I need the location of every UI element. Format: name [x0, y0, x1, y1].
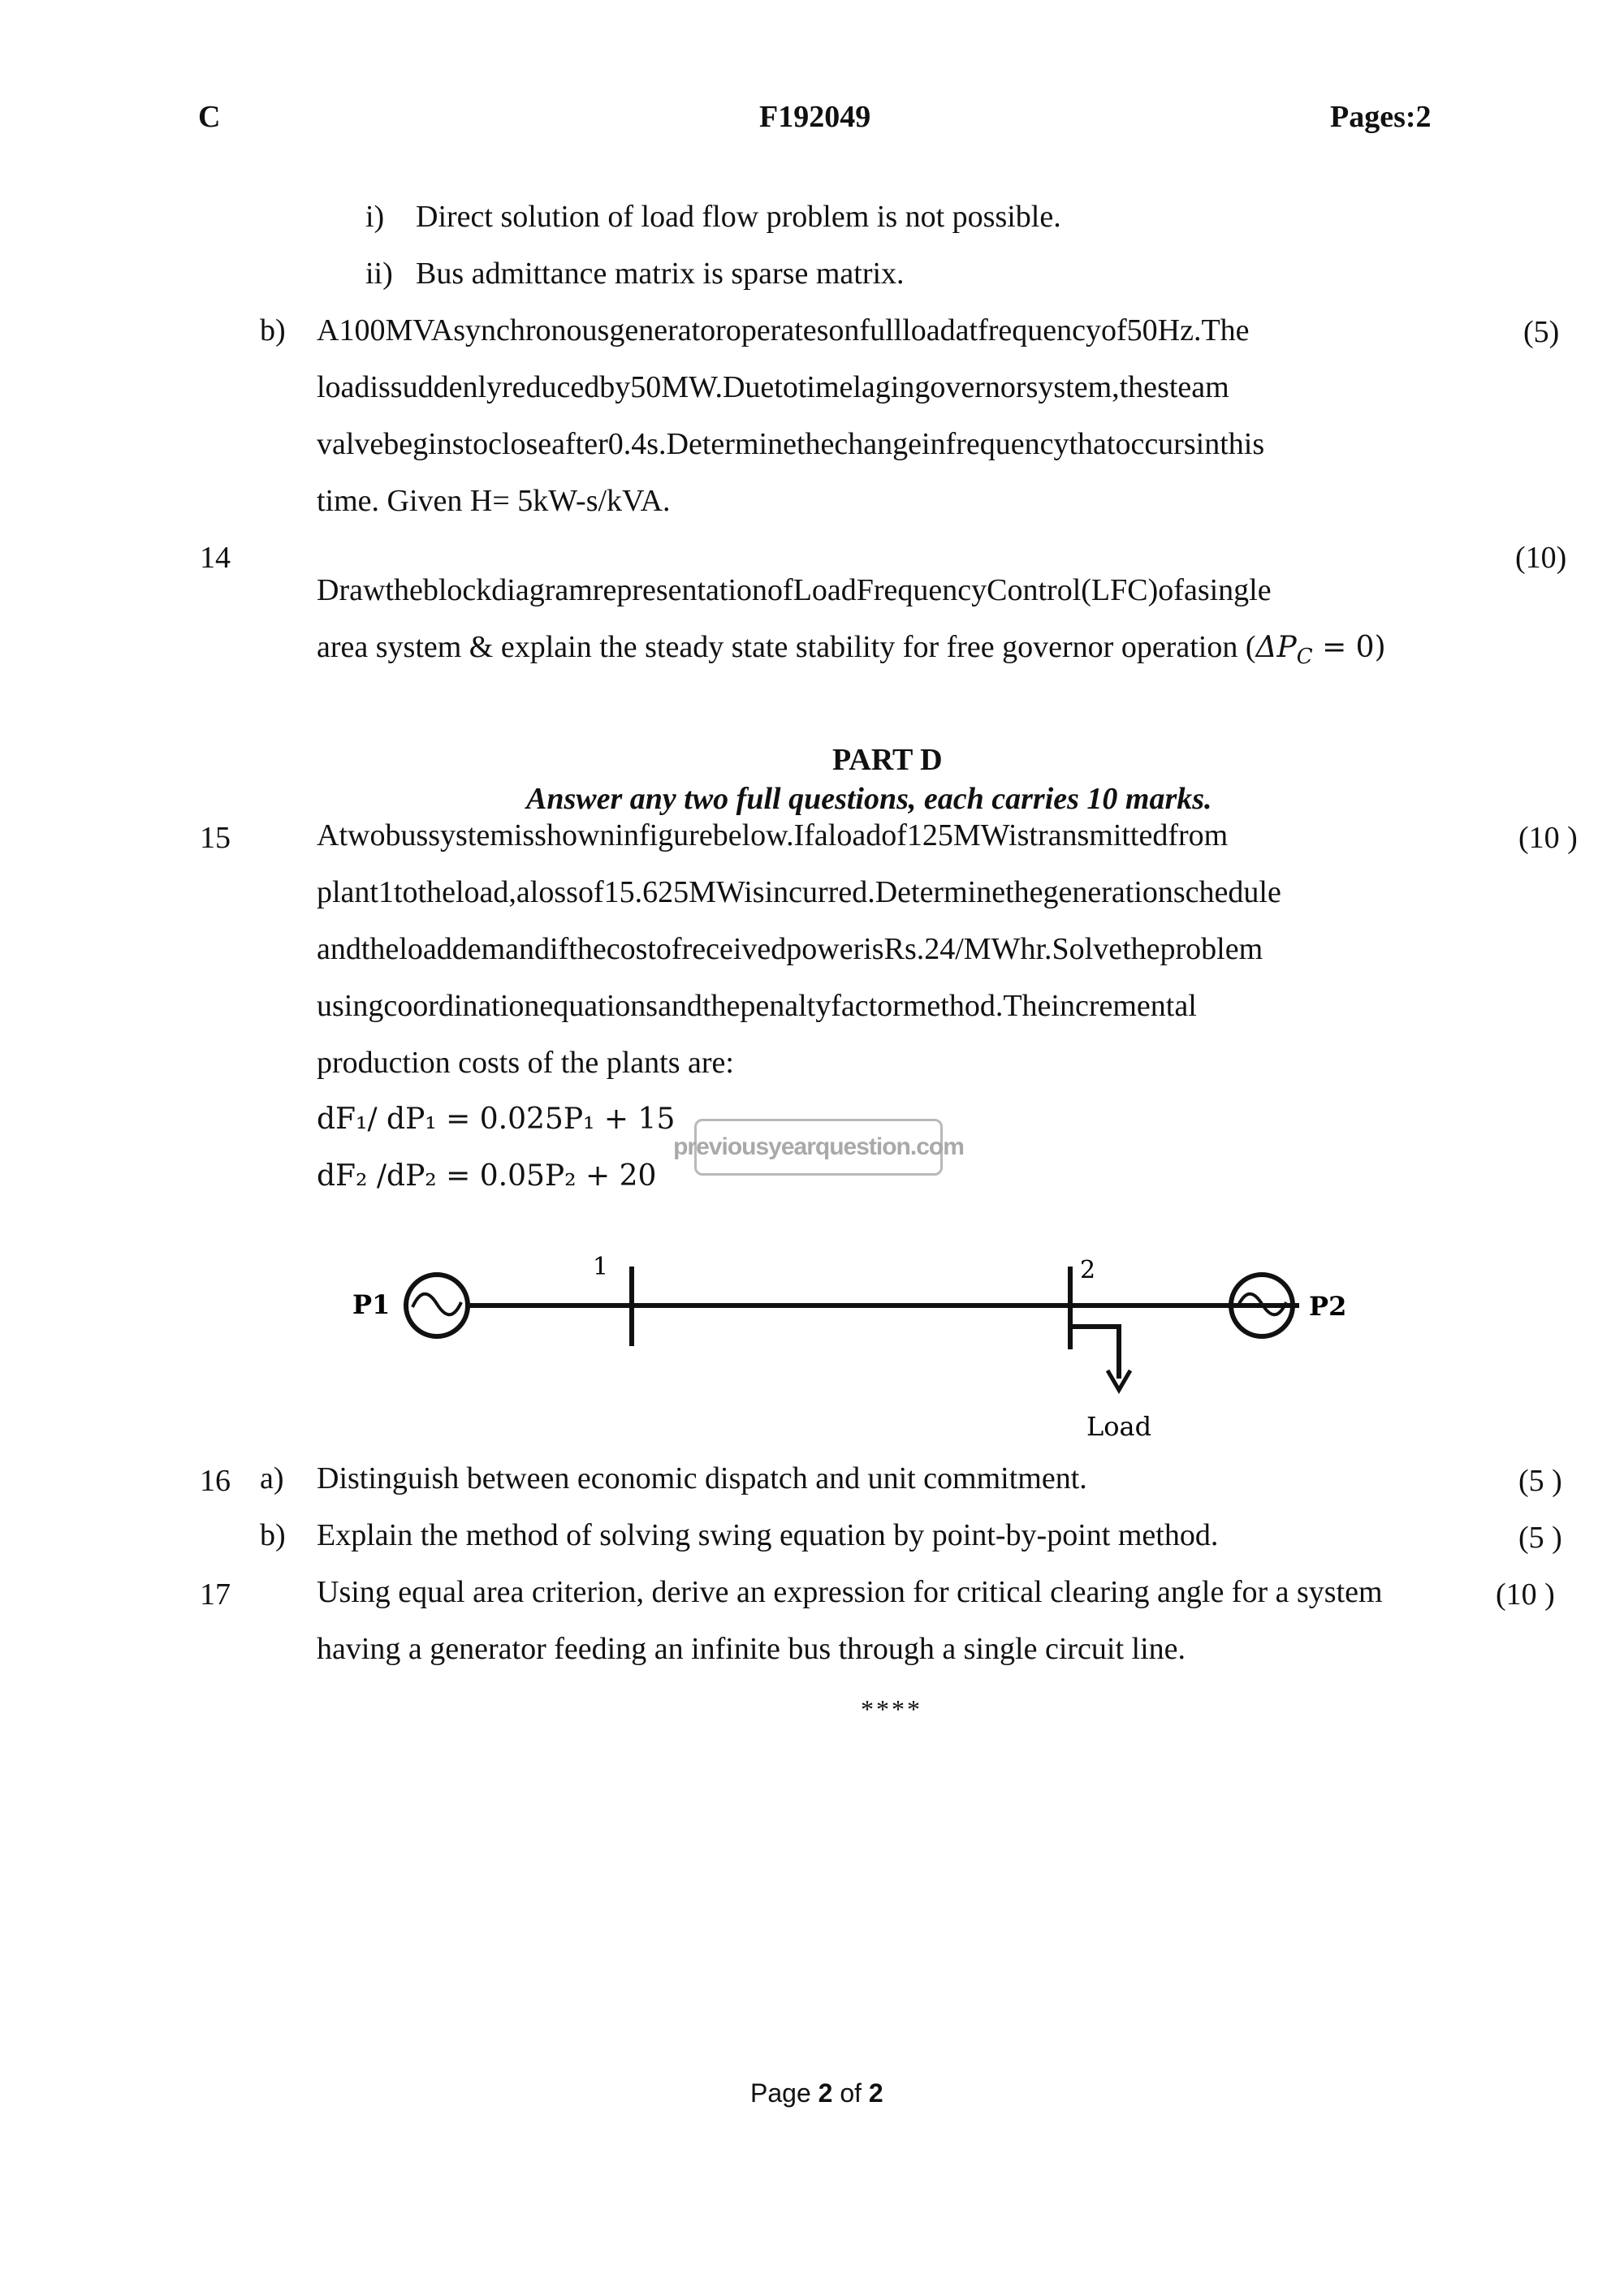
q13-b-line-2-word: steam	[1157, 370, 1229, 404]
q15-line-2-word: a	[516, 875, 530, 909]
q15-line-4	[317, 978, 1465, 1034]
q13-b-line-2-word: lag	[853, 370, 891, 404]
q13-b-line-2-word: in	[890, 370, 915, 404]
q13-b-line-1-word: load	[902, 313, 956, 347]
q13-b-line-3-word: change	[834, 427, 922, 461]
q15-line-1-word: If	[793, 818, 814, 852]
q16-a-text: Distinguish between economic dispatch and unit commitment.	[317, 1461, 1087, 1495]
footer-of: of	[832, 2078, 869, 2108]
q13-b-line-2-word: the	[1119, 370, 1158, 404]
q15-line-3	[317, 921, 1465, 978]
q15-line-3-word: of	[655, 932, 682, 966]
q13-b-line-1-word: of	[1101, 313, 1127, 347]
q15-line-1-word: shown	[534, 818, 615, 852]
q13-b-line-3-word: this	[1220, 427, 1265, 461]
q15-line-1-word: bus	[385, 818, 429, 852]
q14-line-1-word: Frequency	[856, 573, 987, 607]
page-footer	[750, 2078, 883, 2108]
q15-line-3-word: Solve	[1052, 932, 1123, 966]
header-paper-code: F192049	[759, 100, 871, 134]
q15-line-2-word: plant	[317, 875, 378, 909]
q15-line-1-word: A	[317, 818, 339, 852]
q13-b-line-3-word: in	[921, 427, 946, 461]
part-d-instruction: Answer any two full questions, each carries 10 marks.	[526, 782, 1212, 816]
q13-b-line-2-word: to	[774, 370, 798, 404]
q14-line-1-word: (LFC)	[1081, 573, 1159, 607]
q14-line-1-word: of	[1158, 573, 1184, 607]
generator-p1-label: P1	[352, 1289, 391, 1320]
q15-number: 15	[200, 821, 231, 855]
q15-line-3-word: cost	[606, 932, 656, 966]
q15-line-2-word: schedule	[1173, 875, 1281, 909]
q15-line-3-word: the	[1122, 932, 1160, 966]
q13-b-line-3	[317, 416, 1465, 473]
q13-b-line-3-word: after	[551, 427, 608, 461]
q14-paragraph	[317, 562, 1465, 675]
q14-line-1-word: of	[767, 573, 793, 607]
q15-line-4-word: using	[317, 989, 384, 1023]
q15-line-3-word: is	[863, 932, 884, 966]
q15-line-1-word: transmitted	[1029, 818, 1168, 852]
q15-line-1	[317, 807, 1465, 864]
q13-b-marks: (5)	[1523, 315, 1560, 349]
q13-b-line-1-word: 50	[1126, 313, 1158, 347]
q14-math-symbol: ΔP	[1255, 631, 1297, 664]
load-arrow-icon	[1070, 1327, 1130, 1390]
q13-b-line-2	[317, 359, 1465, 416]
end-of-paper-mark: ****	[861, 1694, 922, 1724]
q15-line-3-word: demand	[451, 932, 551, 966]
q13-b-line-2-word: governor	[914, 370, 1026, 404]
q15-line-1-word: 125MW	[906, 818, 1009, 852]
q13-b-line-1-word: The	[1201, 313, 1250, 347]
q13-b-line-2-word: system,	[1026, 370, 1120, 404]
q15-line-3-word: the	[361, 932, 400, 966]
watermark-stamp: previousyearquestion.com	[694, 1119, 943, 1176]
q13-b-line-3-word: frequency	[945, 427, 1069, 461]
q15-line-3-word: received	[681, 932, 787, 966]
q13-b-line-3-word: 0.4	[607, 427, 647, 461]
q15-line-3-word: and	[317, 932, 361, 966]
q15-line-1-word: figure	[638, 818, 713, 852]
q14-line-1-word: single	[1197, 573, 1272, 607]
q13-b-line-1-word: operates	[725, 313, 829, 347]
q15-line-2-word: load,	[455, 875, 516, 909]
q14-line-1-word: Control	[987, 573, 1082, 607]
q15-line-2-word: 1	[378, 875, 394, 909]
q15-line-1-word: of	[881, 818, 907, 852]
q17-line-2: having a generator feeding an infinite bus through a single circuit line.	[317, 1632, 1186, 1666]
q14-line-1-word: Draw	[317, 573, 386, 607]
footer-total-pages: 2	[868, 2078, 883, 2108]
q14-math-tail: = 0)	[1312, 631, 1386, 664]
q13-b-line-2-word: time	[797, 370, 853, 404]
q17-marks: (10 )	[1496, 1577, 1555, 1612]
q13-b-line-2-word: by	[599, 370, 631, 404]
q15-line-4-word: The	[1003, 989, 1052, 1023]
q14-line-1-word: a	[1183, 573, 1198, 607]
q16-b-text: Explain the method of solving swing equation by point-by-point method.	[317, 1518, 1219, 1552]
q15-line-4-word: coordination	[383, 989, 540, 1023]
q14-math-subscript: C	[1296, 645, 1313, 670]
q13-b-line-3-word: occurs	[1115, 427, 1196, 461]
q13-b-line-2-word: is	[369, 370, 391, 404]
q15-equation-1: dF₁/ dP₁ = 0.025P₁ + 15	[317, 1103, 676, 1136]
q13-item-i-text: Direct solution of load flow problem is not possible.	[416, 200, 1061, 234]
q16-b-marks: (5 )	[1518, 1521, 1562, 1555]
q14-line-1-word: diagram	[491, 573, 593, 607]
q13-b-line-2-word: suddenly	[390, 370, 503, 404]
q13-b-line-3-word: Determine	[666, 427, 797, 461]
q15-line-5: production costs of the plants are:	[317, 1046, 734, 1080]
q14-line-1-word: Load	[793, 573, 857, 607]
bus-2-label: 2	[1080, 1256, 1096, 1284]
q15-line-4-word: equations	[539, 989, 659, 1023]
q15-line-4-word: factor	[831, 989, 903, 1023]
q13-b-line-4: time. Given H= 5kW-s/kVA.	[317, 484, 671, 518]
q14-line-2	[317, 619, 1465, 675]
q13-b-line-1-word: 100MVA	[339, 313, 454, 347]
q13-b-line-2-word: MW.	[661, 370, 723, 404]
header-page-count: Pages:2	[1330, 100, 1432, 134]
q15-paragraph	[317, 807, 1465, 1091]
q15-line-2-word: Determine	[875, 875, 1006, 909]
q13-b-line-2-word: Due	[722, 370, 775, 404]
q15-line-4-word: method.	[902, 989, 1004, 1023]
q15-line-3-word: power	[786, 932, 864, 966]
q14-number: 14	[200, 541, 231, 575]
q13-b-line-1-word: generator	[609, 313, 726, 347]
q15-line-1-word: below.	[712, 818, 794, 852]
generator-1-icon	[406, 1275, 468, 1336]
q13-b-line-3-word: s.	[646, 427, 667, 461]
q13-b-paragraph	[317, 302, 1465, 529]
two-bus-system-diagram	[325, 1242, 1380, 1453]
q15-line-2-word: to	[393, 875, 418, 909]
q13-b-line-3-word: to	[464, 427, 489, 461]
q15-line-4-word: the	[702, 989, 741, 1023]
q14-marks: (10)	[1515, 541, 1567, 575]
part-d-heading: PART D	[832, 743, 943, 777]
q15-line-4-word: and	[658, 989, 702, 1023]
header-series-code: C	[198, 100, 221, 134]
q13-b-line-2-word: 50	[630, 370, 662, 404]
q13-b-line-3-word: that	[1069, 427, 1116, 461]
q15-line-2-word: the	[1005, 875, 1043, 909]
q15-line-3-word: load	[399, 932, 452, 966]
q17-number: 17	[200, 1577, 231, 1612]
q15-line-1-word: a	[814, 818, 828, 852]
load-label: Load	[1086, 1411, 1152, 1442]
q13-b-line-1-word: at	[955, 313, 978, 347]
q14-line-2-text: area system & explain the steady state stability for free governor operation (	[317, 630, 1256, 664]
q16-b-label: b)	[260, 1518, 286, 1552]
generator-p2-label: P2	[1309, 1291, 1347, 1322]
q14-line-1-word: block	[422, 573, 492, 607]
q15-line-1-word: in	[615, 818, 639, 852]
q13-b-line-2-word: reduced	[502, 370, 600, 404]
q15-line-1-word: from	[1168, 818, 1229, 852]
q13-b-line-1-word: A	[317, 313, 339, 347]
q15-line-1-word: is	[1009, 818, 1030, 852]
q15-line-2-word: generation	[1043, 875, 1173, 909]
q13-b-line-3-word: the	[796, 427, 835, 461]
q15-line-2-word: the	[417, 875, 456, 909]
q15-line-4-word: incremental	[1051, 989, 1197, 1023]
q13-b-line-1	[317, 302, 1465, 359]
q15-marks: (10 )	[1518, 821, 1578, 855]
q15-line-2	[317, 864, 1465, 921]
q13-b-line-1-word: synchronous	[453, 313, 610, 347]
q15-line-1-word: system	[428, 818, 514, 852]
q15-line-1-word: load	[827, 818, 882, 852]
q15-line-2-word: incurred.	[764, 875, 875, 909]
footer-current-page: 2	[818, 2078, 833, 2108]
q15-line-3-word: if	[550, 932, 569, 966]
q13-b-line-3-word: in	[1195, 427, 1220, 461]
q13-b-line-3-word: valve	[317, 427, 384, 461]
q15-equation-2: dF₂ /dP₂ = 0.05P₂ + 20	[317, 1159, 657, 1193]
q13-b-line-3-word: begins	[383, 427, 464, 461]
q14-delta-pc	[1255, 631, 1313, 670]
q15-line-1-word: is	[513, 818, 535, 852]
q14-line-1	[317, 562, 1465, 619]
q13-b-line-1-word: frequency	[978, 313, 1101, 347]
q13-item-ii-text: Bus admittance matrix is sparse matrix.	[416, 257, 905, 291]
q15-line-2-word: 15.625MW	[603, 875, 745, 909]
bus-1-label: 1	[593, 1253, 609, 1281]
q15-line-3-word: Rs.24/MWhr.	[883, 932, 1052, 966]
q16-a-label: a)	[260, 1461, 284, 1495]
q15-line-3-word: problem	[1160, 932, 1263, 966]
q13-b-line-1-word: on	[828, 313, 860, 347]
q16-number: 16	[200, 1464, 231, 1498]
footer-prefix: Page	[750, 2078, 818, 2108]
q15-line-1-word: two	[339, 818, 386, 852]
q14-line-1-word: the	[385, 573, 423, 607]
q13-b-line-1-word: full	[859, 313, 903, 347]
q13-b-line-2-word: load	[317, 370, 370, 404]
q13-b-line-1-word: Hz.	[1157, 313, 1202, 347]
q15-line-3-word: the	[568, 932, 607, 966]
q15-line-4-word: penalty	[740, 989, 831, 1023]
q13-item-i-number: i)	[365, 200, 385, 234]
q17-line-1: Using equal area criterion, derive an expression for critical clearing angle for a system	[317, 1575, 1383, 1609]
q15-line-2-word: loss	[529, 875, 578, 909]
q13-item-ii-number: ii)	[365, 257, 393, 291]
q16-a-marks: (5 )	[1518, 1464, 1562, 1498]
q13-b-line-3-word: close	[488, 427, 552, 461]
q13-b-label: b)	[260, 313, 286, 347]
q15-line-2-word: of	[577, 875, 604, 909]
q14-line-1-word: representation	[592, 573, 768, 607]
q15-line-2-word: is	[744, 875, 765, 909]
